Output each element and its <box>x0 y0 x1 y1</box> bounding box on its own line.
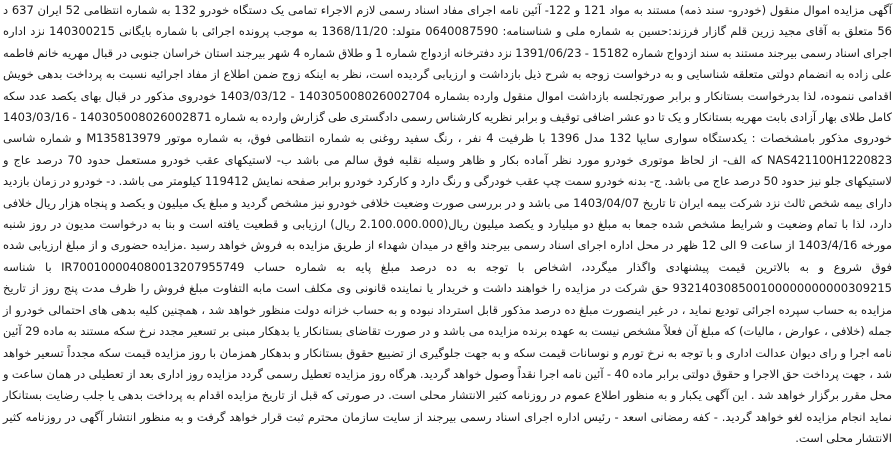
notice-body-text: آگهی مزایده اموال منقول (خودرو- سند ذمه) مستند به مواد 121 و 122- آئین نامه اجرای مفاد اسناد رسمی لازم الاجراء تمامی یک دستگاه خودرو 132 به شماره انتظامی 52 ایران 637 د 56 متعلق به آقای مجید زرین قلم گازار فرزند:حسین به شماره ملی و شناسنامه: 0640087590 متولد: 1368/11/20 به موجب پرونده اجرائی با شماره بایگانی 140300215 نزد اداره اجرای اسناد رسمی بیرجند مستند به سند ازدواج شماره 15182 - 1391/06/23 نزد دفترخانه ازدواج شماره 1 و طلاق شماره 4 شهر بیرجند استان خراسان جنوبی در قبال مهریه خانم فاطمه علی زاده به انضمام دولتی متعلقه شناسایی و به درخواست زوجه به شرح ذیل بازداشت و ارزیابی گردیده است، نظر به اینکه زوج ضمن اطلاع از مفاد اجرائیه نسبت به پرداخت بدهی خویش اقدامی ننموده، لذا بدرخواست بستانکار و برابر صورتجلسه بازداشت اموال منقول وارده بشماره 140305008026002704 - 1403/03/12 خودروی مذکور در قبال بهای یکصد عدد سکه کامل طلای بهار آزادی بابت مهریه بستانکار و یک تا دو عشر اضافی توقیف و برابر نظریه کارشناس رسمی دادگستری طی گزارش وارده به شماره 140305008026002871 - 1403/03/16 خودروی مذکور بامشخصات : یکدستگاه سواری سایپا 132 مدل 1396 با ظرفیت 4 نفر ، رنگ سفید روغنی به شماره انتظامی فوق، به شماره موتور M135813979 و شماره شاسی NAS421100H1220823 که الف- از لحاظ موتوری خودرو مورد نظر آماده بکار و ظاهر وسیله نقلیه فوق سالم می باشد ب- لاستیکهای عقب خودرو مستعمل حدود 70 درصد عاج و لاستیکهای جلو نیز حدود 50 درصد عاج می باشد. ج- بدنه خودرو سمت چپ عقب خودرگی و رنگ دارد و کارکرد خودرو برابر صفحه نمایش 119412 کیلومتر می باشد. د- خودرو در زمان بازدید دارای بیمه شخص ثالث نزد شرکت بیمه ایران تا تاریخ 1403/04/07 می باشد و در بررسی صورت وضعیت خلافی خودرو نیز مشخص گردید و مبلغ یک میلیون و یکصد و پنجاه هزار ریال خلافی دارد، لذا با تمام وضعیت و شرایط مشخص شده جمعا به مبلغ دو میلیارد و یکصد میلیون ریال(2.100.000.000 ریال) ارزیابی و قطعیت یافته است و بنا به درخواست مدیون در روز شنبه مورخه 1403/4/16 از ساعت 9 الی 12 ظهر در محل اداره اجرای اسناد رسمی بیرجند واقع در میدان شهداء از طریق مزایده به فروش خواهد رسید .مزایده حضوری و از مبلغ ارزیابی شده فوق شروع و به بالاترین قیمت پیشنهادی واگذار میگردد، اشخاص با توجه به ده درصد مبلغ پایه به شماره حساب IR700100004080013207955749 با شناسه 932140308500100000000000309215 حق شرکت در مزایده را خواهند داشت و خریدار یا نماینده قانونی وی مکلف است مابه التفاوت مبلغ فروش را ظرف مدت پنج روز از تاریخ مزایده به حساب سپرده اجرائی تودیع نماید ، در غیر اینصورت مبلغ ده درصد مذکور قابل استرداد نبوده و به حساب خزانه دولت منظور خواهد شد ، همچنین کلیه بدهی های احتمالی خودرو از جمله (خلافی ، عوارض ، مالیات) که مبلغ آن فعلاً مشخص نیست به عهده برنده مزایده می باشد و در صورت تقاضای بستانکار یا بدهکار مبنی بر تسعیر مجدد نرخ سکه مستند به ماده 29 آئین نامه اجرا و رای دیوان عدالت اداری و با توجه به نرخ تورم و نوسانات قیمت سکه و به جهت جلوگیری از تضییع حقوق بستانکار و بدهکار همزمان با روز مزایده قیمت سکه مجدداً تسعیر خواهد شد ، جهت پرداخت حق الاجرا و حقوق دولتی برابر ماده 40 - آئین نامه اجرا نقداً وصول خواهد گردید. هرگاه روز مزایده تعطیل رسمی گردد مزایده روز اداری بعد از تعطیلی در همان ساعت و محل مقرر برگزار خواهد شد . این آگهی یکبار و به منظور اطلاع عموم در روزنامه کثیر الانتشار محلی است. در صورتی که قبل از تاریخ مزایده اقدام به پرداخت بدهی یا جلب رضایت بستانکار نماید انجام مزایده لغو خواهد گردید. - کفه رمضانی اسعد - رئیس اداره اجرای اسناد رسمی بیرجند از سایت سازمان محترم ثبت قرار خواهد گرفت و به منظور انتشار آگهی در روزنامه کثیر الانتشار محلی است. <box>2 3 893 446</box>
